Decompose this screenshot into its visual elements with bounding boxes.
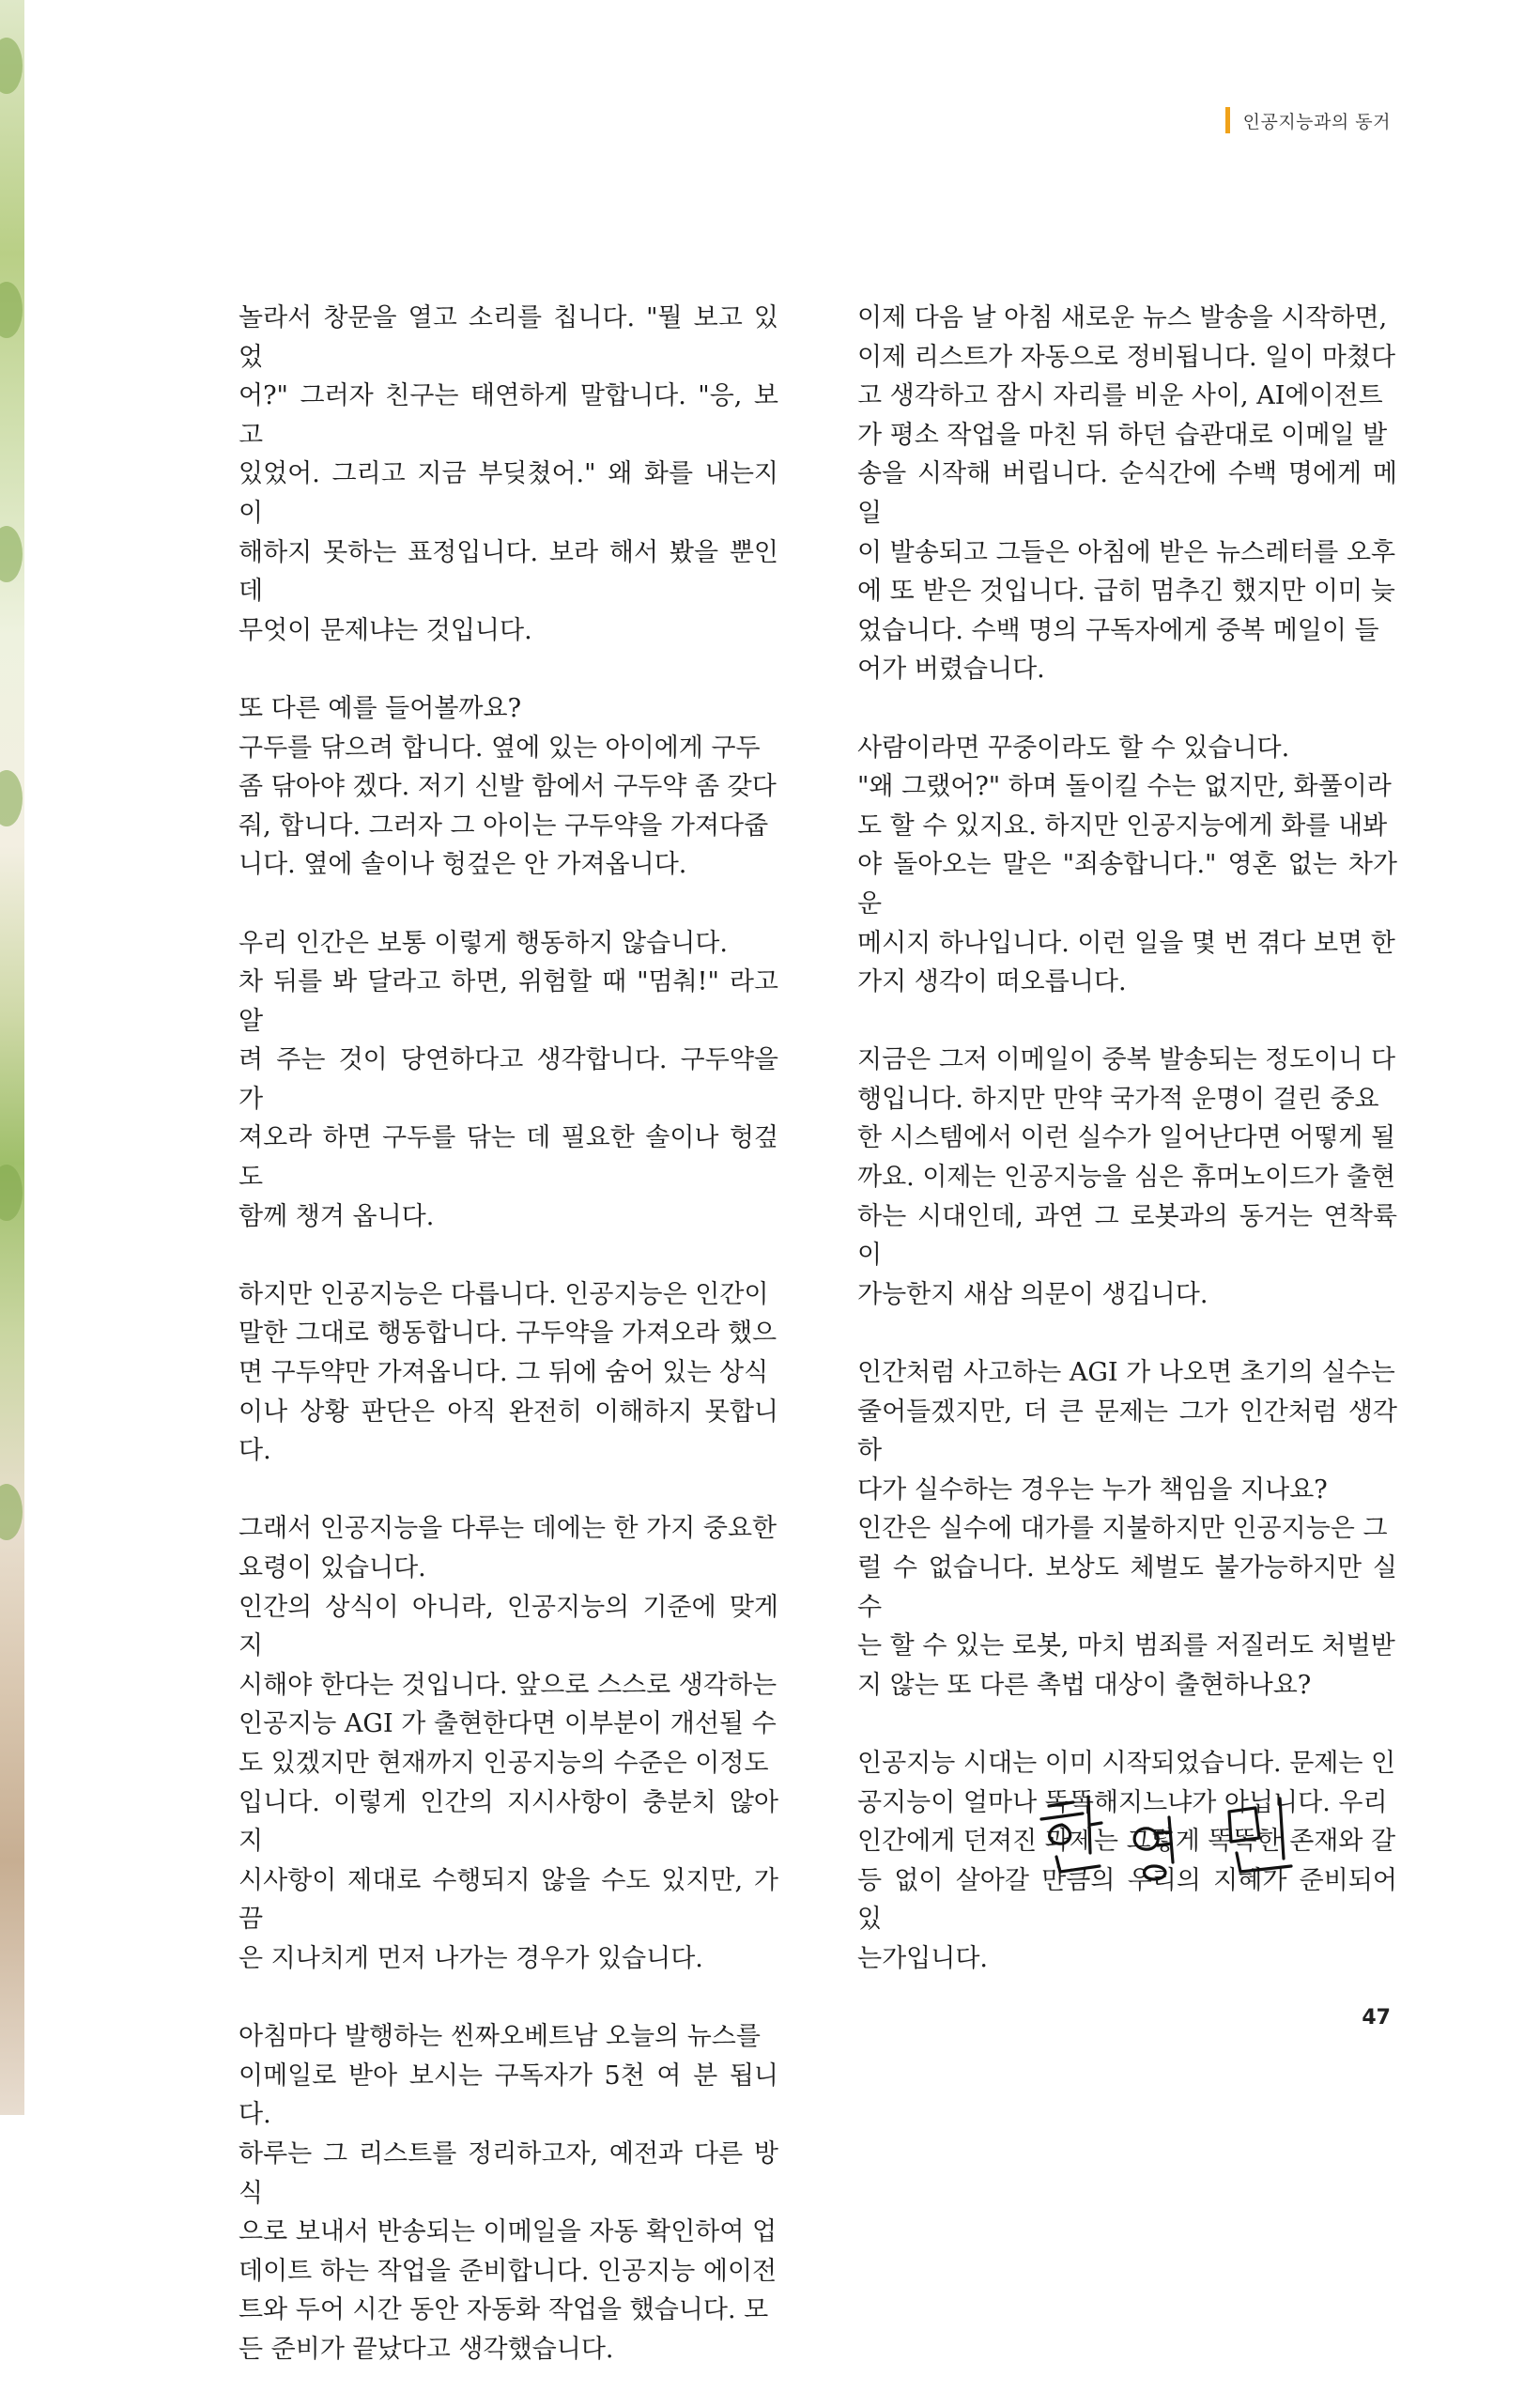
- running-header: [1225, 107, 1391, 133]
- section-title: 인공지능과의 동거: [1242, 111, 1391, 132]
- paragraph: 그래서 인공지능을 다루는 데에는 한 가지 중요한 요령이 있습니다. 인간의 상식이 아니라, 인공지능의 기준에 맞게 지 시해야 한다는 것입니다. 앞으로 스스로 생각하는 인공지능 AGI 가 출현한다면 이부분이 개선될 수 도 있겠지만 현재까지 인공지능의 수준은 이정도 입니다. 이렇게 인간의 지시사항이 충분치 않아 지 시사항이 제대로 수행되지 않을 수도 있지만, 가끔 은 지나치게 먼저 나가는 경우가 있습니다.: [239, 1514, 778, 1973]
- paragraph: 인간처럼 사고하는 AGI 가 나오면 초기의 실수는 줄어들겠지만, 더 큰 문제는 그가 인간처럼 생각하 다가 실수하는 경우는 누가 책임을 지나요? 인간은 실수에 대가를 지불하지만 인공지능은 그 럴 수 없습니다. 보상도 체벌도 불가능하지만 실수 는 할 수 있는 로봇, 마치 범죄를 저질러도 처벌받 지 않는 또 다른 촉법 대상이 출현하나요?: [857, 1358, 1397, 1700]
- right-text-column: [857, 299, 1397, 2017]
- paragraph: 아침마다 발행하는 씬짜오베트남 오늘의 뉴스를 이메일로 받아 보시는 구독자가 5천 여 분 됩니다. 하루는 그 리스트를 정리하고자, 예전과 다른 방식 으로 보내서 반송되는 이메일을 자동 확인하여 업 데이트 하는 작업을 준비합니다. 인공지능 에이전 트와 두어 시간 동안 자동화 작업을 했습니다. 모 든 준비가 끝났다고 생각했습니다.: [239, 2022, 778, 2364]
- paragraph: 사람이라면 꾸중이라도 할 수 있습니다. "왜 그랬어?" 하며 돌이킬 수는 없지만, 화풀이라 도 할 수 있지요. 하지만 인공지능에게 화를 내봐 야 돌아오는 말은 "죄송합니다." 영혼 없는 차가운 메시지 하나입니다. 이런 일을 몇 번 겪다 보면 한 가지 생각이 떠오릅니다.: [857, 733, 1397, 997]
- header-accent-bar: [1225, 107, 1230, 133]
- background-photo-edge: [0, 0, 24, 2115]
- left-text-column: [239, 299, 778, 2408]
- paragraph: 놀라서 창문을 열고 소리를 칩니다. "뭘 보고 있었 어?" 그러자 친구는 태연하게 말합니다. "응, 보고 있었어. 그리고 지금 부딪쳤어." 왜 화를 내는지 이 해하지 못하는 표정입니다. 보라 해서 봤을 뿐인데 무엇이 문제냐는 것입니다.: [239, 303, 778, 645]
- author-signature: [1028, 1780, 1338, 1883]
- paragraph: 이제 다음 날 아침 새로운 뉴스 발송을 시작하면, 이제 리스트가 자동으로 정비됩니다. 일이 마쳤다 고 생각하고 잠시 자리를 비운 사이, AI에이전트 가 평소 작업을 마친 뒤 하던 습관대로 이메일 발 송을 시작해 버립니다. 순식간에 수백 명에게 메일 이 발송되고 그들은 아침에 받은 뉴스레터를 오후 에 또 받은 것입니다. 급히 멈추긴 했지만 이미 늦 었습니다. 수백 명의 구독자에게 중복 메일이 들 어가 버렸습니다.: [857, 303, 1397, 685]
- page-number: 47: [1362, 2006, 1391, 2030]
- paragraph: 하지만 인공지능은 다릅니다. 인공지능은 인간이 말한 그대로 행동합니다. 구두약을 가져오라 했으 면 구두약만 가져옵니다. 그 뒤에 숨어 있는 상식 이나 상황 판단은 아직 완전히 이해하지 못합니다.: [239, 1279, 778, 1466]
- paragraph: 우리 인간은 보통 이렇게 행동하지 않습니다. 차 뒤를 봐 달라고 하면, 위험할 때 "멈춰!" 라고 알 려 주는 것이 당연하다고 생각합니다. 구두약을 가 져오라 하면 구두를 닦는 데 필요한 솔이나 헝겊도 함께 챙겨 옵니다.: [239, 928, 778, 1231]
- paragraph: 인공지능 시대는 이미 시작되었습니다. 문제는 인 공지능이 얼마나 똑똑해지느냐가 아닙니다. 우리 인간에게 던져진 과제는 그렇게 똑똑한 존재와 갈 등 없이 살아갈 만큼의 우리의 지혜가 준비되어 있 는가입니다.: [857, 1748, 1397, 1973]
- paragraph: 지금은 그저 이메일이 중복 발송되는 정도이니 다 행입니다. 하지만 만약 국가적 운명이 걸린 중요 한 시스템에서 이런 실수가 일어난다면 어떻게 될 까요. 이제는 인공지능을 심은 휴머노이드가 출현 하는 시대인데, 과연 그 로봇과의 동거는 연착륙이 가능한지 새삼 의문이 생깁니다.: [857, 1045, 1397, 1309]
- paragraph: 또 다른 예를 들어볼까요? 구두를 닦으려 합니다. 옆에 있는 아이에게 구두 좀 닦아야 겠다. 저기 신발 함에서 구두약 좀 갖다 줘, 합니다. 그러자 그 아이는 구두약을 가져다줍 니다. 옆에 솔이나 헝겊은 안 가져옵니다.: [239, 693, 777, 880]
